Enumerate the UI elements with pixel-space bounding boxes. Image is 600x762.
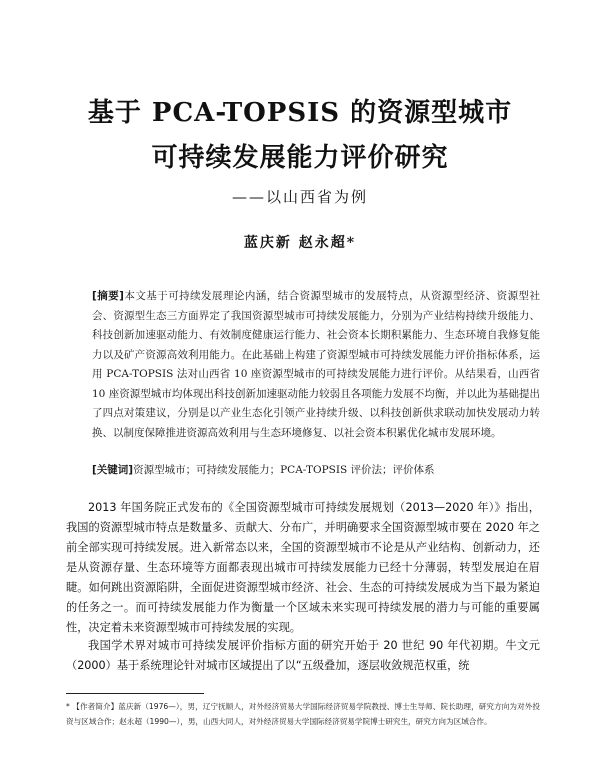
keywords-label: [关键词] — [92, 464, 134, 476]
body-paragraph-2: 我国学术界对城市可持续发展评价指标方面的研究开始于 20 世纪 90 年代初期。牛文元（2000）基于系统理论针对城市区域提出了以“五级叠加，逐层收敛规范权重，统 — [66, 639, 540, 672]
body-paragraph-1: 2013 年国务院正式发布的《全国资源型城市可持续发展规划（2013—2020 年）》指出，我国的资源型城市特点是数量多、贡献大、分布广，并明确要求全国资源型城市要在 2020 年之前全部实现可持续发展。进入新常态以来，全国的资源型城市不论是从产业结构、创新动力，还是从资源存量、生态环境等方面都表现出城市可持续发展能力已经十分薄弱，转型发展迫在眉睫。如何跳出资源陷阱，全面促进资源型城市经济、社会、生态的可持续发展成为当下最为紧迫的任务之一。而可持续发展能力作为衡量一个区域未来实现可持续发展的潜力与可能的重要属性，决定着未来资源型城市可持续发展的实现。 — [66, 501, 540, 634]
article-title-line2: 可持续发展能力评价研究 — [151, 143, 449, 173]
abstract — [92, 287, 540, 443]
article-title-line1: 基于 PCA-TOPSIS 的资源型城市 — [87, 98, 513, 128]
author-footnote: * 【作者简介】蓝庆新（1976—），男，辽宁抚顺人，对外经济贸易大学国际经济贸易学院教授、博士生导师、院长助理，研究方向为对外投资与区域合作；赵永超（1990—），男，山西大同人，对外经济贸易大学国际经济贸易学院博士研究生，研究方向为区域合作。 — [66, 702, 540, 726]
article-subtitle: ——以山西省为例 — [231, 188, 368, 206]
footnote-divider — [66, 693, 204, 694]
abstract-label: [摘要] — [92, 290, 124, 302]
author-list: 蓝庆新 赵永超* — [243, 235, 357, 251]
keywords — [92, 461, 540, 480]
keywords-text: 资源型城市；可持续发展能力；PCA-TOPSIS 评价法；评价体系 — [133, 464, 435, 476]
abstract-text: 本文基于可持续发展理论内涵，结合资源型城市的发展特点，从资源型经济、资源型社会、资源型生态三方面界定了我国资源型城市可持续发展能力，分别为产业结构持续升级能力、科技创新加速驱动能力、有效制度健康运行能力、社会资本长期积累能力、生态环境自我修复能力以及矿产资源高效利用能力。在此基础上构建了资源型城市可持续发展能力评价指标体系，运用 PCA-TOPSIS 法对山西省 10 座资源型城市的可持续发展能力进行评价。从结果看，山西省 10 座资源型城市均体现出科技创新加速驱动能力较弱且各项能力发展不均衡，并以此为基础提出了四点对策建议，分别是以产业生态化引领产业持续升级、以科技创新供求联动加快发展动力转换、以制度保障推进资源高效利用与生态环境修复、以社会资本积累优化城市发展环境。 — [92, 290, 540, 439]
